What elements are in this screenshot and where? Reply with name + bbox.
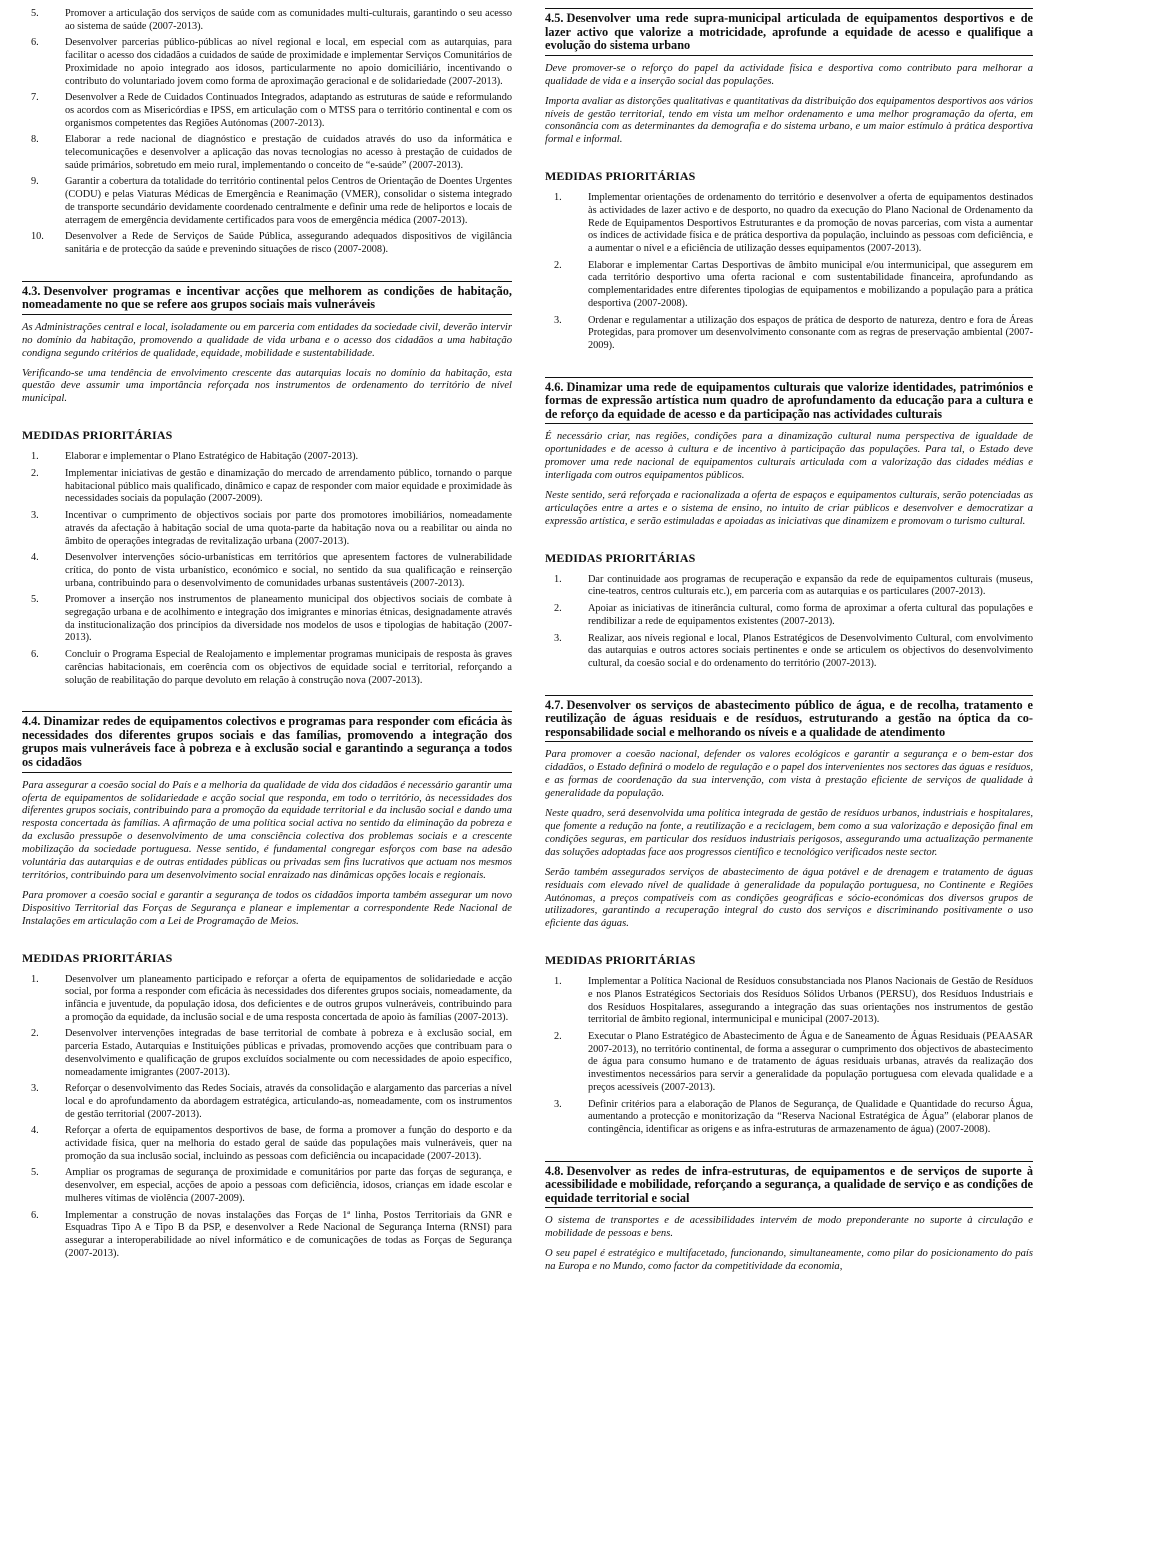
section-intro-paragraph: Para assegurar a coesão social do País e a melhoria da qualidade de vida dos cidadãos é necessário garantir uma oferta de equipamentos de solidariedade e acção social que responda, em todo o território, às necessidades dos diferentes grupos sociais, contribuindo para a promoção da equidade territorial e da inclusão social e dando uma resposta concertada às famílias. A afirmação de uma política social activa no sentido da eliminação da pobreza e da exclusão pressupõe o desenvolvimento de uma consciência colectiva dos problemas sociais e a crescente mobilização da sociedade portuguesa. Nesse sentido, é fundamental congregar esforços com base na adesão voluntária das autarquias e de outras entidades públicas ou privadas sem fins lucrativos que actuam nos mesmos territórios, contribuindo para um desenvolvimento social enraizado nas dinâmicas opções locais e regionais. xyxy=(22,779,512,881)
list-item-number: 5. xyxy=(31,1167,39,1179)
list-item xyxy=(22,1125,512,1163)
list-item-number: 7. xyxy=(31,92,39,104)
section-number: 4.7. xyxy=(545,697,564,712)
list-item-text: Executar o Plano Estratégico de Abastecimento de Água e de Saneamento de Águas Residuais (PEAASAR 2007-2013), no território continental, de forma a assegurar o cumprimento dos objectivos de abastecimento de água para consumo humano e de tratamento de águas residuais urbanas, através da realização dos investimentos necessários para servir a generalidade da população portuguesa com elevada qualidade e a preços acessíveis (2007-2013). xyxy=(588,1031,1033,1093)
section-title xyxy=(545,377,1033,425)
list-item-text: Implementar a construção de novas instalações das Forças de 1ª linha, Postos Territoriais da GNR e Esquadras Tipo A e Tipo B da PSP, e desenvolver a Rede Nacional de Segurança Interna (RNSI) para assegurar a interoperabilidade ao nível informático e de comunicações de todas as Forças de Segurança (2007-2013). xyxy=(65,1209,512,1259)
list-item-number: 4. xyxy=(31,1125,39,1137)
list-item xyxy=(545,976,1033,1027)
list-item xyxy=(22,451,512,464)
list-item-text: Reforçar o desenvolvimento das Redes Sociais, através da consolidação e alargamento das parcerias a nível local e do aprofundamento da abordagem estratégica, articulando-as, nomeadamente, com os instrumentos de gestão territorial (2007-2013). xyxy=(65,1083,512,1120)
section-intro-paragraph: Deve promover-se o reforço do papel da actividade física e desportiva como contributo para melhorar a qualidade de vida e a inserção social das populações. xyxy=(545,62,1033,87)
list-item xyxy=(22,37,512,88)
section-intro-paragraph: Importa avaliar as distorções qualitativas e quantitativas da distribuição dos equipamentos desportivos aos vários níveis de gestão territorial, tendo em vista um melhor ordenamento e uma melhor programação da oferta, em consonância com as determinantes da demografia e do sistema urbano, e um maior estímulo à prática desportiva formal e informal. xyxy=(545,95,1033,146)
priority-measures-list xyxy=(22,974,512,1261)
list-item-text: Desenvolver a Rede de Serviços de Saúde Pública, assegurando adequados dispositivos de vigilância sanitária e de protecção da saúde e prevenindo situações de risco (2007-2008). xyxy=(65,231,512,255)
list-item xyxy=(22,231,512,256)
priority-measures-list xyxy=(545,976,1033,1136)
list-item xyxy=(545,315,1033,353)
list-item-number: 6. xyxy=(31,1209,39,1221)
list-item-number: 1. xyxy=(554,573,562,585)
list-item-number: 3. xyxy=(554,1098,562,1110)
section-4-4 xyxy=(22,711,512,1260)
list-item xyxy=(22,510,512,548)
priority-measures-list xyxy=(545,574,1033,671)
priority-measures-heading: MEDIDAS PRIORITÁRIAS xyxy=(22,950,173,965)
list-item-number: 2. xyxy=(554,259,562,271)
list-item-text: Implementar a Política Nacional de Resíduos consubstanciada nos Planos Nacionais de Gestão de Resíduos e nos Planos Estratégicos Sectoriais dos Resíduos Sólidos Urbanos (PERSU), dos Resíduos Industriais e dos Resíduos Hospitalares, assegurando a integração das suas orientações nos instrumentos de gestão territorial de âmbito regional, intermunicipal e municipal (2007-2013). xyxy=(588,976,1033,1026)
list-item-text: Definir critérios para a elaboração de Planos de Segurança, de Qualidade e Quantidade do recurso Água, aumentando a protecção e monitorização da “Reserva Nacional Estratégica de Água” (elaborar planos de contingência, identificar as origens e as infra-estruturas de armazenamento de água) (2007-2008). xyxy=(588,1098,1033,1135)
priority-measures-heading: MEDIDAS PRIORITÁRIAS xyxy=(545,169,696,184)
section-intro-paragraph: Serão também assegurados serviços de abastecimento de água potável e de drenagem e tratamento de águas residuais com elevado nível de qualidade à generalidade da população portuguesa, no Continente e Regiões Autónomas, a preços compatíveis com as condições geográficas e sócio-económicas dos diversos grupos de utilizadores, garantindo a recuperação integral do custo dos serviços e discriminando positivamente o uso eficiente das águas. xyxy=(545,866,1033,930)
section-title xyxy=(22,711,512,772)
section-title-text: Desenvolver uma rede supra-municipal articulada de equipamentos desportivos e de lazer activo que valorize a motricidade, aprofunde a equidade de acesso e qualifique a evolução do sistema urbano xyxy=(545,11,1033,53)
left-column xyxy=(22,8,512,1264)
list-item-number: 2. xyxy=(31,1028,39,1040)
list-item-text: Implementar orientações de ordenamento do território e desenvolver a oferta de equipamentos destinados às actividades de lazer activo e de desporto, no quadro da execução do Plano Nacional de Ordenamento da Rede de Equipamentos Desportivos Estruturantes e da promoção de novas parcerias, com vista a aumentar os índices de actividade física e de prática desportiva da população, incluindo as pessoas com deficiência, e a aumentar o nível e a eficiência de utilização desses equipamentos (2007-2013). xyxy=(588,192,1033,255)
list-item xyxy=(22,8,512,33)
list-item-text: Desenvolver a Rede de Cuidados Continuados Integrados, adaptando as estruturas de saúde e reformulando os acordos com as Misericórdias e IPSS, em articulação com o MTSS para o território continental e com os organismos competentes das Regiões Autónomas (2007-2013). xyxy=(65,92,512,129)
section-intro-paragraph: O seu papel é estratégico e multifacetado, funcionando, simultaneamente, como pilar do posicionamento do país na Europa e no Mundo, como factor da competitividade da economia, xyxy=(545,1248,1033,1273)
list-item-number: 1. xyxy=(31,973,39,985)
list-item-text: Reforçar a oferta de equipamentos desportivos de base, de forma a promover a função do desporto e da actividade física, quer na melhoria do estado geral de saúde das populações mais vulneráveis, quer na promoção da sua inclusão social, incluindo as pessoas com deficiência ou incapacidade (2007-2013). xyxy=(65,1125,512,1162)
section-intro-paragraph: Neste quadro, será desenvolvida uma política integrada de gestão de resíduos urbanos, industriais e hospitalares, que fomente a redução na fonte, a reutilização e a reciclagem, bem como a sua valorização e deposição final em condições seguras, em particular dos resíduos industriais perigosos, assegurando uma actualização permanente das soluções adoptadas face aos progressos científico e tecnológico verificados neste sector. xyxy=(545,808,1033,858)
section-intro-paragraph: Para promover a coesão social e garantir a segurança de todos os cidadãos importa também assegurar um novo Dispositivo Territorial das Forças de Segurança e planear e implementar a correspondente Rede Nacional de Instalações em articulação com a Lei de Programação de Meios. xyxy=(22,889,512,927)
section-4-5 xyxy=(545,8,1033,353)
section-intro-paragraph: Para promover a coesão nacional, defender os valores ecológicos e garantir a segurança e o bem-estar dos cidadãos, o Estado definirá o modelo de regulação e o papel dos intervenientes nos sectores das águas e resíduos, e as formas de coordenação da sua intervenção, com vista à prestação eficiente de serviços de qualidade à generalidade da população. xyxy=(545,749,1033,800)
list-item xyxy=(545,192,1033,256)
list-item-number: 3. xyxy=(554,314,562,326)
list-item-text: Ampliar os programas de segurança de proximidade e comunitários por parte das forças de segurança, e desenvolver, em especial, acções de apoio a pessoas com deficiência, idosos, crianças em idade escolar e mulheres vítimas de violência (2007-2009). xyxy=(65,1167,512,1204)
priority-measures-list xyxy=(545,192,1033,352)
list-item-text: Elaborar e implementar Cartas Desportivas de âmbito municipal e/ou intermunicipal, que assegurem em cada território desportivo uma oferta racional e com sustentabilidade financeira, aprofundando as complementaridades entre diferentes tipologias de equipamentos e mobilizando a população para a prática desportiva (2007-2008). xyxy=(588,259,1033,309)
list-item-text: Elaborar e implementar o Plano Estratégico de Habitação (2007-2013). xyxy=(65,451,359,463)
list-item-text: Garantir a cobertura da totalidade do território continental pelos Centros de Orientação de Doentes Urgentes (CODU) e pelas Viaturas Médicas de Emergência e Reanimação (VMER), consolidar o sistema integrado de transporte secundário devidamente coordenado centralmente e definir uma rede de heliportos e locais de aterragem de emergência devidamente certificados para voos de emergência médica (2007-2013). xyxy=(65,176,512,226)
list-item-number: 1. xyxy=(31,451,39,463)
list-item xyxy=(545,260,1033,311)
section-title xyxy=(22,281,512,315)
list-item-number: 2. xyxy=(554,1031,562,1043)
list-item-number: 5. xyxy=(31,8,39,19)
list-item xyxy=(22,1210,512,1261)
section-title-text: Desenvolver os serviços de abastecimento público de água, e de recolha, tratamento e reutilização de águas residuais e de resíduos, estruturando a gestão na óptica da co-responsabilidade social e melhorando os níveis e a qualidade de atendimento xyxy=(545,697,1033,739)
list-item-number: 4. xyxy=(31,552,39,564)
list-item-number: 9. xyxy=(31,176,39,188)
list-item xyxy=(22,594,512,645)
list-item-number: 3. xyxy=(554,632,562,644)
section-number: 4.4. xyxy=(22,714,41,729)
section-4-7 xyxy=(545,695,1033,1137)
priority-measures-list xyxy=(22,451,512,687)
section-intro-paragraph: Verificando-se uma tendência de envolvimento crescente das autarquias locais no domínio da habitação, esta questão deve assumir uma importância reforçada nos instrumentos de ordenamento do território de nível municipal. xyxy=(22,367,512,405)
list-item-text: Implementar iniciativas de gestão e dinamização do mercado de arrendamento público, tornando o parque habitacional público mais qualificado, dinâmico e capaz de responder com maior equidade e proximidade às necessidades sociais da população (2007-2009). xyxy=(65,467,512,505)
list-item xyxy=(22,552,512,590)
section-title-text: Desenvolver as redes de infra-estruturas, de equipamentos e de serviços de suporte à acessibilidade e mobilidade, reforçando a segurança, a qualidade de serviço e as condições de equidade territorial e social xyxy=(545,1163,1033,1205)
list-item xyxy=(22,134,512,172)
section-4-8 xyxy=(545,1161,1033,1274)
section-number: 4.8. xyxy=(545,1163,564,1178)
list-item xyxy=(22,176,512,227)
section-intro-paragraph: As Administrações central e local, isoladamente ou em parceria com entidades da sociedade civil, deverão intervir no domínio da habitação, promovendo a qualidade de vida urbana e o acesso dos cidadãos a uma habitação condigna segundo critérios de qualidade, equidade, mobilidade e sustentabilidade. xyxy=(22,321,512,359)
list-item-text: Promover a articulação dos serviços de saúde com as comunidades multi-culturais, garantindo o seu acesso ao sistema de saúde (2007-2013). xyxy=(65,8,512,32)
list-item xyxy=(22,1028,512,1079)
list-item xyxy=(545,603,1033,628)
list-item xyxy=(22,974,512,1025)
list-item xyxy=(545,1099,1033,1137)
section-number: 4.3. xyxy=(22,283,41,298)
list-item-text: Desenvolver um planeamento participado e reforçar a oferta de equipamentos de solidariedade e acção social, por forma a responder com eficácia às necessidades dos diferentes grupos sociais, nomeadamente, da infância e juventude, da população idosa, dos deficientes e de outros grupos vulneráveis, contribuindo para a promoção da equidade, da inclusão social e de uma resposta concertada de apoio às famílias (2007-2013). xyxy=(65,973,512,1023)
list-item-text: Incentivar o cumprimento de objectivos sociais por parte dos promotores imobiliários, nomeadamente através da afectação à habitação social de uma quota-parte da habitação nova ou a reabilitar ou ainda no âmbito de operações integradas de revitalização urbana (2007-2013). xyxy=(65,510,512,547)
list-item xyxy=(22,649,512,687)
section-intro-paragraph: O sistema de transportes e de acessibilidades intervém de modo preponderante no suporte à circulação e mobilidade de pessoas e bens. xyxy=(545,1215,1033,1240)
list-item-text: Realizar, aos níveis regional e local, Planos Estratégicos de Desenvolvimento Cultural, com envolvimento das autarquias e outros actores sociais pertinentes e onde se articulem os objectivos do desenvolvimento cultural, da coesão social e do ordenamento do território (2007-2013). xyxy=(588,632,1033,669)
right-column xyxy=(545,8,1033,1274)
list-item-number: 6. xyxy=(31,37,39,49)
list-item xyxy=(545,574,1033,599)
list-item-text: Elaborar a rede nacional de diagnóstico e prestação de cuidados através do uso da informática e telecomunicações e desenvolver a aplicação das novas tecnologias no acesso à prestação de cuidados de saúde primários, sobretudo em meio rural, implementando o conceito de “e-saúde” (2007-2013). xyxy=(65,134,512,171)
list-item-text: Apoiar as iniciativas de itinerância cultural, como forma de aproximar a oferta cultural das populações e rendibilizar a rede de equipamentos existentes (2007-2013). xyxy=(588,603,1033,627)
list-item-number: 10. xyxy=(31,231,44,243)
list-item-number: 1. xyxy=(554,976,562,988)
list-item xyxy=(22,1167,512,1205)
section-title-text: Desenvolver programas e incentivar acções que melhorem as condições de habitação, nomeadamente no que se refere aos grupos sociais mais vulneráveis xyxy=(22,283,512,312)
list-item xyxy=(22,1083,512,1121)
list-item-number: 3. xyxy=(31,1083,39,1095)
section-title xyxy=(545,695,1033,743)
list-item xyxy=(545,633,1033,671)
section-4-6 xyxy=(545,377,1033,671)
list-item-text: Desenvolver intervenções sócio-urbanísticas em territórios que apresentem factores de vulnerabilidade crítica, do ponto de vista urbanístico, económico e social, no sentido da sua qualificação e reinserção urbana, contribuindo para o desenvolvimento de comunidades urbanas sustentáveis (2007-2013). xyxy=(65,552,512,589)
health-measures-list xyxy=(22,8,512,257)
section-title xyxy=(545,8,1033,56)
priority-measures-heading: MEDIDAS PRIORITÁRIAS xyxy=(22,428,173,443)
list-item-number: 6. xyxy=(31,649,39,661)
section-title-text: Dinamizar uma rede de equipamentos culturais que valorize identidades, patrimónios e formas de expressão artística num quadro de aprofundamento da educação para a cultura e de reforço da equidade de acesso e da participação nas actividades culturais xyxy=(545,379,1033,421)
section-title-text: Dinamizar redes de equipamentos colectivos e programas para responder com eficácia às necessidades dos diferentes grupos sociais e das famílias, promovendo a integração dos grupos mais vulneráveis face à pobreza e à exclusão social e garantindo a segurança a todos os cidadãos xyxy=(22,714,512,770)
list-item-number: 3. xyxy=(31,510,39,522)
list-item xyxy=(22,468,512,506)
list-item-text: Dar continuidade aos programas de recuperação e expansão da rede de equipamentos culturais (museus, cine-teatros, centros culturais etc.), em parceria com as autarquias e os particulares (2007-2013). xyxy=(588,573,1033,598)
list-item-number: 2. xyxy=(31,467,39,479)
section-title xyxy=(545,1161,1033,1209)
list-item-number: 8. xyxy=(31,134,39,146)
list-item-text: Desenvolver parcerias público-públicas ao nível regional e local, em especial com as autarquias, para facilitar o acesso dos cidadãos a cuidados de saúde de proximidade e implementar Serviços Comunitários de Proximidade no apoio integrado aos idosos, particularmente no apoio domiciliário, incentivando o contributo do voluntariado jovem como forma de aproximação geracional e de solidariedade (2007-2013). xyxy=(65,37,512,87)
list-item-text: Promover a inserção nos instrumentos de planeamento municipal dos objectivos sociais de combate à segregação urbana e de acolhimento e integração dos imigrantes e minorias étnicas, designadamente através da institucionalização dos princípios da diversidade nos modelos de usos e tipologias de habitação (2007-2013). xyxy=(65,594,512,644)
section-intro-paragraph: É necessário criar, nas regiões, condições para a dinamização cultural numa perspectiva de igualdade de oportunidades e de acesso à cultura e de incentivo à participação das populações. Para tal, o Estado deve promover uma rede nacional de equipamentos culturais articulada com a valorização das cidades médias e interligada com outros equipamentos públicos. xyxy=(545,431,1033,482)
list-item-text: Concluir o Programa Especial de Realojamento e implementar programas municipais de resposta às graves carências habitacionais, em coerência com os objectivos de equidade social e territorial, reforçando a solução de reabilitação do parque devoluto em relação à construção nova (2007-2013). xyxy=(65,649,512,686)
section-number: 4.5. xyxy=(545,11,564,25)
list-item-text: Ordenar e regulamentar a utilização dos espaços de prática de desporto de natureza, dentro e fora de Áreas Protegidas, para promover um desenvolvimento consonante com as regras de preservação ambiental (2007-2009). xyxy=(588,314,1033,351)
list-item-number: 2. xyxy=(554,603,562,615)
list-item-text: Desenvolver intervenções integradas de base territorial de combate à pobreza e à exclusão social, em parceria Estado, Autarquias e Instituições públicas e privadas, promovendo acções que contribuam para o desenvolvimento e qualificação de grupos excluídos socialmente ou com necessidades de apoio específico, nomeadamente imigrantes (2007-2013). xyxy=(65,1028,512,1078)
list-item xyxy=(545,1031,1033,1095)
priority-measures-heading: MEDIDAS PRIORITÁRIAS xyxy=(545,953,696,968)
list-item-number: 5. xyxy=(31,594,39,606)
list-item-number: 1. xyxy=(554,192,562,204)
list-item xyxy=(22,92,512,130)
priority-measures-heading: MEDIDAS PRIORITÁRIAS xyxy=(545,550,696,565)
section-4-3 xyxy=(22,281,512,688)
section-number: 4.6. xyxy=(545,379,564,394)
section-intro-paragraph: Neste sentido, será reforçada e racionalizada a oferta de espaços e equipamentos culturais, serão potenciadas as articulações entre a artes e o sistema de ensino, no intuito de criar públicos e desenvolver e democratizar a expressão artística, e serão estimuladas e apoiadas as iniciativas que dinamizem e promovam o turismo cultural. xyxy=(545,490,1033,527)
